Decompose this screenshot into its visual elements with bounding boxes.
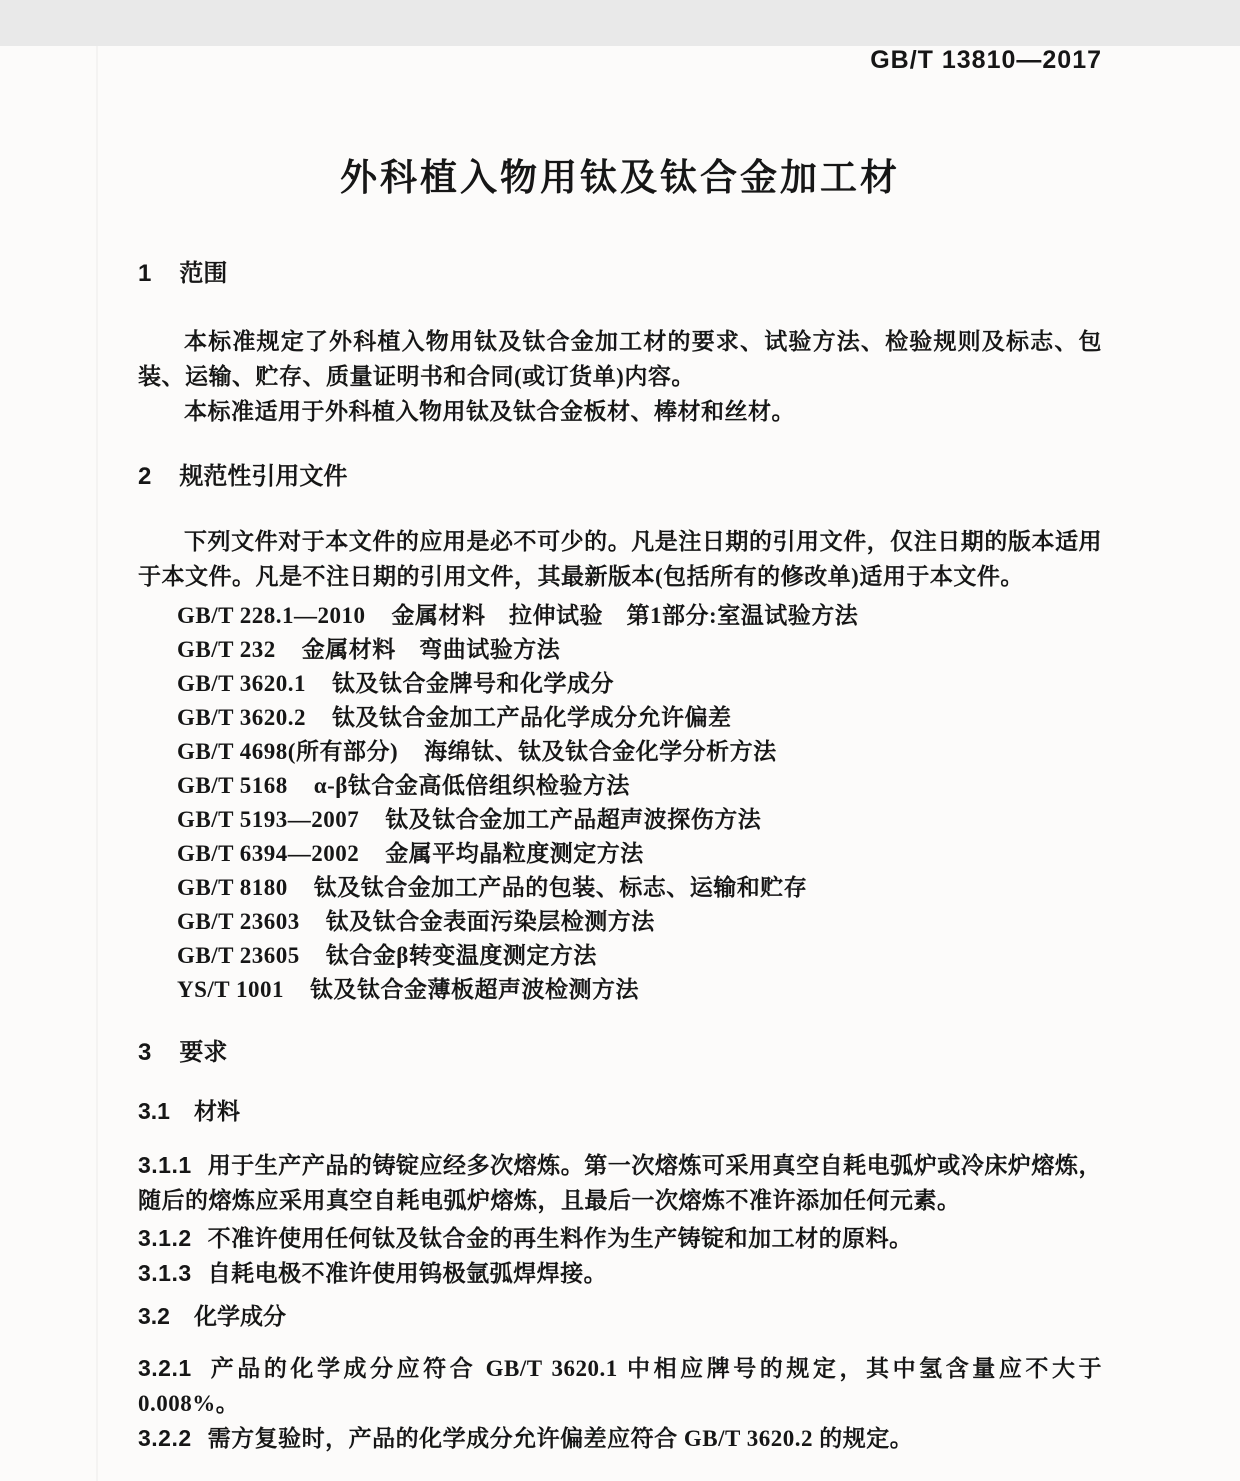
reference-item (177, 735, 1102, 769)
section-1-heading (138, 260, 1102, 288)
subsection-3-1-heading (138, 1098, 1102, 1125)
reference-title: 钛及钛合金表面污染层检测方法 (325, 909, 655, 934)
subsection-3-1-label: 材料 (193, 1098, 240, 1124)
document-title: 外科植入物用钛及钛合金加工材 (340, 157, 900, 198)
section-1-number: 1 (138, 260, 152, 287)
section-2-heading (138, 463, 1102, 491)
reference-code: GB/T 8180 (177, 875, 288, 900)
reference-item (177, 837, 1102, 871)
subsection-3-2-number: 3.2 (138, 1303, 170, 1329)
reference-item (177, 599, 1102, 633)
section-2-number: 2 (138, 463, 152, 490)
reference-code: GB/T 3620.1 (177, 671, 307, 696)
reference-code: GB/T 232 (177, 637, 276, 662)
clause-3-2-2-number: 3.2.2 (138, 1425, 192, 1451)
reference-item (177, 667, 1102, 701)
reference-item (177, 939, 1102, 973)
reference-title: 钛及钛合金加工产品的包装、标志、运输和贮存 (313, 875, 808, 900)
reference-code: GB/T 23605 (177, 943, 300, 968)
section-3-label: 要求 (179, 1039, 228, 1066)
reference-code: GB/T 5193—2007 (177, 807, 360, 832)
document-page (0, 46, 1240, 1481)
reference-code: GB/T 23603 (177, 909, 300, 934)
clause-3-1-1-number: 3.1.1 (138, 1152, 192, 1178)
reference-item (177, 701, 1102, 735)
reference-title: 金属材料 拉伸试验 第1部分:室温试验方法 (391, 603, 859, 628)
clause-3-1-1 (138, 1148, 1102, 1218)
reference-code: GB/T 6394—2002 (177, 841, 360, 866)
clause-3-2-2-text: 需方复验时，产品的化学成分允许偏差应符合 GB/T 3620.2 的规定。 (207, 1426, 914, 1451)
clause-3-1-3 (138, 1256, 1102, 1291)
clause-3-1-3-text: 自耗电极不准许使用钨极氩弧焊焊接。 (207, 1261, 608, 1286)
scan-edge-artifact (96, 46, 98, 1481)
reference-title: α-β钛合金高低倍组织检验方法 (313, 773, 630, 798)
section-2-label: 规范性引用文件 (179, 463, 348, 490)
normative-reference-list (138, 599, 1102, 1007)
standard-number: GB/T 13810—2017 (870, 46, 1102, 74)
reference-title: 钛合金β转变温度测定方法 (325, 943, 597, 968)
clause-3-1-2 (138, 1221, 1102, 1256)
reference-title: 金属材料 弯曲试验方法 (301, 637, 561, 662)
reference-title: 金属平均晶粒度测定方法 (385, 841, 644, 866)
reference-code: GB/T 228.1—2010 (177, 603, 366, 628)
reference-code: GB/T 5168 (177, 773, 288, 798)
section-1-paragraph-applicability: 本标准适用于外科植入物用钛及钛合金板材、棒材和丝材。 (184, 399, 795, 424)
subsection-3-2-heading (138, 1303, 1102, 1330)
reference-title: 钛及钛合金薄板超声波检测方法 (309, 977, 639, 1002)
reference-code: GB/T 4698(所有部分) (177, 739, 399, 764)
page-content (0, 46, 1240, 1456)
section-1-label: 范围 (179, 260, 228, 287)
section-1-paragraph-scope: 本标准规定了外科植入物用钛及钛合金加工材的要求、试验方法、检验规则及标志、包装、运输、贮存、质量证明书和合同(或订货单)内容。 (138, 329, 1102, 389)
clause-3-2-1 (138, 1351, 1102, 1421)
clause-3-1-2-number: 3.1.2 (138, 1225, 192, 1251)
reference-code: YS/T 1001 (177, 977, 284, 1002)
reference-title: 钛及钛合金牌号和化学成分 (332, 671, 615, 696)
clause-3-1-1-text: 用于生产产品的铸锭应经多次熔炼。第一次熔炼可采用真空自耗电弧炉或冷床炉熔炼，随后的熔炼应采用真空自耗电弧炉熔炼，且最后一次熔炼不准许添加任何元素。 (138, 1153, 1102, 1213)
reference-title: 海绵钛、钛及钛合金化学分析方法 (424, 739, 777, 764)
subsection-3-2-label: 化学成分 (193, 1303, 286, 1329)
clause-3-1-2-text: 不准许使用任何钛及钛合金的再生料作为生产铸锭和加工材的原料。 (207, 1226, 913, 1251)
reference-item (177, 871, 1102, 905)
reference-code: GB/T 3620.2 (177, 705, 307, 730)
reference-item (177, 973, 1102, 1007)
clause-3-2-2 (138, 1421, 1102, 1456)
subsection-3-1-number: 3.1 (138, 1098, 170, 1124)
clause-3-2-1-number: 3.2.1 (138, 1355, 192, 1381)
reference-item (177, 769, 1102, 803)
section-2-intro: 下列文件对于本文件的应用是必不可少的。凡是注日期的引用文件，仅注日期的版本适用于本文件。凡是不注日期的引用文件，其最新版本(包括所有的修改单)适用于本文件。 (138, 529, 1102, 589)
clause-3-2-1-text: 产品的化学成分应符合 GB/T 3620.1 中相应牌号的规定，其中氢含量应不大于 0.008%。 (138, 1356, 1102, 1416)
reference-title: 钛及钛合金加工产品化学成分允许偏差 (332, 705, 732, 730)
reference-item (177, 633, 1102, 667)
reference-item (177, 905, 1102, 939)
clause-3-1-3-number: 3.1.3 (138, 1260, 192, 1286)
reference-item (177, 803, 1102, 837)
reference-title: 钛及钛合金加工产品超声波探伤方法 (385, 807, 762, 832)
section-3-heading (138, 1039, 1102, 1067)
section-3-number: 3 (138, 1039, 152, 1066)
